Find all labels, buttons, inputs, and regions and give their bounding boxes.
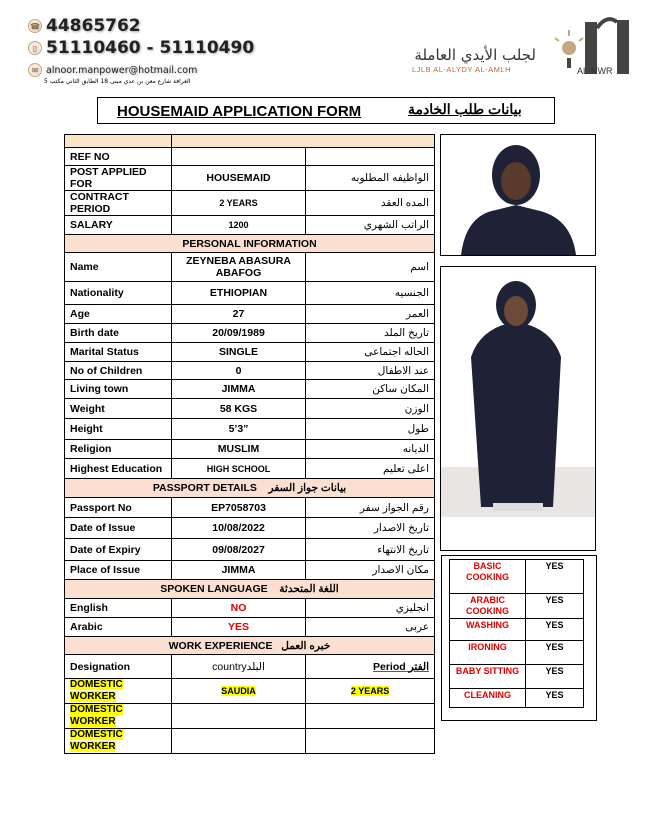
field-value: 09/08/2027 bbox=[171, 539, 305, 561]
field-value bbox=[171, 148, 305, 166]
field-label: No of Children bbox=[65, 362, 172, 380]
period-cell bbox=[306, 679, 435, 704]
period-label-ar: الفتر bbox=[408, 660, 429, 673]
field-value: 10/08/2022 bbox=[171, 518, 305, 539]
designation-cell bbox=[65, 679, 172, 704]
work-row bbox=[65, 729, 435, 754]
field-label: REF NO bbox=[65, 148, 172, 166]
mobile-line: ▯ 51110460 - 51110490 bbox=[28, 38, 254, 58]
company-name-en: LJLB AL-ALYDY AL-AMLH bbox=[412, 65, 512, 74]
field-label: Place of Issue bbox=[65, 561, 172, 580]
portrait-photo bbox=[440, 134, 596, 256]
full-body-image bbox=[441, 267, 595, 550]
field-value: 27 bbox=[171, 305, 305, 324]
field-value: 0 bbox=[171, 362, 305, 380]
field-value: JIMMA bbox=[171, 561, 305, 580]
skill-name: BABY SITTING bbox=[450, 665, 526, 689]
field-value: HIGH SCHOOL bbox=[171, 459, 305, 479]
skill-value: YES bbox=[526, 619, 584, 641]
field-label-ar: الجنسيه bbox=[306, 282, 435, 305]
field-label: Weight bbox=[65, 399, 172, 419]
field-label-ar bbox=[306, 148, 435, 166]
work-row bbox=[65, 679, 435, 704]
country-cell bbox=[171, 704, 305, 729]
field-label: Passport No bbox=[65, 498, 172, 518]
email-line: ✉ alnoor.manpower@hotmail.com bbox=[28, 63, 197, 77]
table-row bbox=[65, 618, 435, 637]
period-header bbox=[306, 655, 435, 679]
application-table bbox=[64, 134, 435, 754]
mobile-icon: ▯ bbox=[28, 41, 42, 55]
skill-value: YES bbox=[526, 641, 584, 665]
skill-row bbox=[450, 665, 584, 689]
field-label: English bbox=[65, 599, 172, 618]
table-row bbox=[65, 324, 435, 343]
field-label: Arabic bbox=[65, 618, 172, 637]
country-label: country bbox=[212, 660, 247, 673]
table-row bbox=[65, 655, 435, 679]
field-label-ar: رقم الجواز سفر bbox=[306, 498, 435, 518]
table-row bbox=[65, 191, 435, 216]
designation-cell bbox=[65, 729, 172, 754]
field-label-ar: عند الاطفال bbox=[306, 362, 435, 380]
country-label-ar: البلد bbox=[246, 660, 265, 673]
section-title-ar: بيانات جواز السفر bbox=[268, 482, 347, 494]
field-label: POST APPLIED FOR bbox=[65, 166, 172, 191]
country-cell bbox=[171, 729, 305, 754]
table-row bbox=[65, 459, 435, 479]
skill-row bbox=[450, 619, 584, 641]
mail-icon: ✉ bbox=[28, 63, 42, 77]
skill-row bbox=[450, 594, 584, 619]
table-row bbox=[65, 253, 435, 282]
country-header bbox=[171, 655, 305, 679]
field-value: NO bbox=[171, 599, 305, 618]
field-label-ar: اعلى تعليم bbox=[306, 459, 435, 479]
skill-row bbox=[450, 689, 584, 708]
designation: DOMESTIC WORKER bbox=[70, 679, 123, 702]
field-label-ar: المده العقد bbox=[306, 191, 435, 216]
field-value: YES bbox=[171, 618, 305, 637]
field-value: HOUSEMAID bbox=[171, 166, 305, 191]
designation: DOMESTIC WORKER bbox=[70, 729, 123, 752]
table-row bbox=[65, 305, 435, 324]
designation-header: Designation bbox=[65, 655, 172, 679]
field-label: Age bbox=[65, 305, 172, 324]
field-label: Marital Status bbox=[65, 343, 172, 362]
field-label-ar: تاريخ الاصدار bbox=[306, 518, 435, 539]
blank-cell bbox=[171, 135, 434, 148]
skill-value: YES bbox=[526, 689, 584, 708]
field-label-ar: تاريخ الملد bbox=[306, 324, 435, 343]
full-body-photo bbox=[440, 266, 596, 551]
field-label-ar: الواظيفه المطلوبه bbox=[306, 166, 435, 191]
skill-name: CLEANING bbox=[450, 689, 526, 708]
table-row bbox=[65, 135, 435, 148]
table-row bbox=[65, 498, 435, 518]
field-value: 58 KGS bbox=[171, 399, 305, 419]
table-row bbox=[65, 362, 435, 380]
field-value: 5’3” bbox=[171, 419, 305, 440]
portrait-image bbox=[441, 135, 595, 255]
phone-line: ☎ 44865762 bbox=[28, 16, 141, 36]
designation-cell bbox=[65, 704, 172, 729]
field-label-ar: العمر bbox=[306, 305, 435, 324]
field-label: CONTRACT PERIOD bbox=[65, 191, 172, 216]
skill-row bbox=[450, 641, 584, 665]
field-value: EP7058703 bbox=[171, 498, 305, 518]
field-label-ar: اسم bbox=[306, 253, 435, 282]
table-row bbox=[65, 539, 435, 561]
period-label: Period bbox=[373, 660, 406, 673]
work-section-header bbox=[65, 637, 435, 655]
skills-table bbox=[449, 559, 584, 708]
field-value: 2 YEARS bbox=[171, 191, 305, 216]
section-title: PERSONAL INFORMATION bbox=[182, 237, 317, 250]
designation: DOMESTIC WORKER bbox=[70, 704, 123, 727]
section-title: WORK EXPERIENCE bbox=[168, 639, 273, 652]
skill-name: ARABIC COOKING bbox=[450, 594, 526, 619]
field-label-ar: الديانه bbox=[306, 440, 435, 459]
field-label-ar: انجليزي bbox=[306, 599, 435, 618]
table-row bbox=[65, 343, 435, 362]
passport-section-header-row bbox=[65, 479, 435, 498]
logo-text: AL-NWR bbox=[577, 66, 613, 76]
field-value: ETHIOPIAN bbox=[171, 282, 305, 305]
country-cell bbox=[171, 679, 305, 704]
work-row bbox=[65, 704, 435, 729]
field-label: Highest Education bbox=[65, 459, 172, 479]
field-label-ar: الراتب الشهري bbox=[306, 216, 435, 235]
language-section-header-row bbox=[65, 580, 435, 599]
form-title-en: HOUSEMAID APPLICATION FORM bbox=[117, 103, 362, 120]
address: الغرافة شارع معن بن عدي مبنى 18 الطابق الثاني مكتب 5 bbox=[44, 78, 191, 85]
table-row bbox=[65, 561, 435, 580]
personal-section-header-row bbox=[65, 235, 435, 253]
field-label-ar: الوزن bbox=[306, 399, 435, 419]
country: SAUDIA bbox=[221, 686, 256, 696]
field-label-ar: طول bbox=[306, 419, 435, 440]
skill-value: YES bbox=[526, 665, 584, 689]
field-label: Height bbox=[65, 419, 172, 440]
field-label: Nationality bbox=[65, 282, 172, 305]
period-cell bbox=[306, 704, 435, 729]
language-section-header bbox=[65, 580, 435, 599]
personal-section-header bbox=[65, 235, 435, 253]
table-row bbox=[65, 148, 435, 166]
period-cell bbox=[306, 729, 435, 754]
table-row bbox=[65, 166, 435, 191]
field-value: JIMMA bbox=[171, 380, 305, 399]
skill-name: BASIC COOKING bbox=[450, 560, 526, 594]
period: 2 YEARS bbox=[350, 686, 390, 696]
skill-value: YES bbox=[526, 560, 584, 594]
table-row bbox=[65, 216, 435, 235]
field-label: Birth date bbox=[65, 324, 172, 343]
section-title: PASSPORT DETAILS bbox=[152, 482, 257, 494]
field-label: Religion bbox=[65, 440, 172, 459]
table-row bbox=[65, 399, 435, 419]
company-name-ar: لجلب الأيدي العاملة bbox=[414, 46, 536, 64]
table-row bbox=[65, 518, 435, 539]
skill-value: YES bbox=[526, 594, 584, 619]
blank-cell bbox=[65, 135, 172, 148]
section-title-ar: خبره العمل bbox=[281, 639, 331, 652]
field-label-ar: عربى bbox=[306, 618, 435, 637]
field-value: MUSLIM bbox=[171, 440, 305, 459]
field-value: SINGLE bbox=[171, 343, 305, 362]
table-row bbox=[65, 440, 435, 459]
table-row bbox=[65, 599, 435, 618]
section-title: SPOKEN LANGUAGE bbox=[160, 583, 268, 595]
table-row bbox=[65, 282, 435, 305]
field-label-ar: المكان ساكن bbox=[306, 380, 435, 399]
field-value: 20/09/1989 bbox=[171, 324, 305, 343]
field-label-ar: تاريخ الانتهاء bbox=[306, 539, 435, 561]
table-row bbox=[65, 380, 435, 399]
phone-icon: ☎ bbox=[28, 19, 42, 33]
skill-row bbox=[450, 560, 584, 594]
table-row bbox=[65, 419, 435, 440]
field-value: ZEYNEBA ABASURA ABAFOG bbox=[171, 253, 305, 282]
work-section-header-row bbox=[65, 637, 435, 655]
field-label: Name bbox=[65, 253, 172, 282]
field-label: Living town bbox=[65, 380, 172, 399]
field-label-ar: الحاله اجتماعى bbox=[306, 343, 435, 362]
passport-section-header bbox=[65, 479, 435, 498]
section-title-ar: اللغة المتحدثة bbox=[279, 583, 339, 595]
field-label: SALARY bbox=[65, 216, 172, 235]
form-title-box bbox=[97, 97, 555, 124]
field-label-ar: مكان الاصدار bbox=[306, 561, 435, 580]
skill-name: IRONING bbox=[450, 641, 526, 665]
skill-name: WASHING bbox=[450, 619, 526, 641]
field-value: 1200 bbox=[171, 216, 305, 235]
field-label: Date of Issue bbox=[65, 518, 172, 539]
form-title-ar: بيانات طلب الخادمة bbox=[408, 101, 522, 117]
field-label: Date of Expiry bbox=[65, 539, 172, 561]
